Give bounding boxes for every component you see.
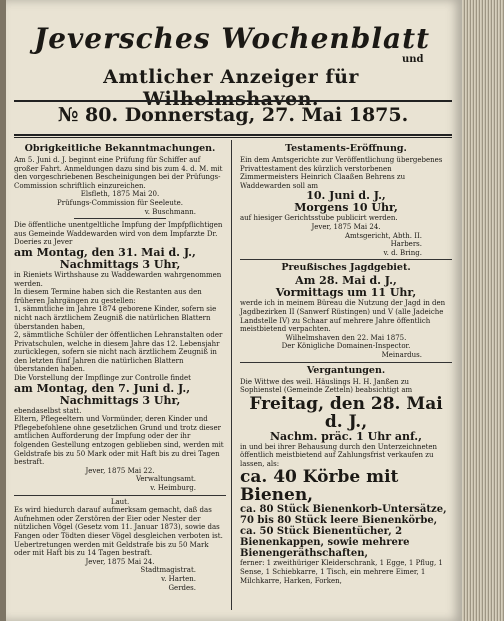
left-p3-place: Jever, 1875 Mai 24. xyxy=(85,557,155,566)
right-p3-date: Freitag, den 28. Mai d. J., xyxy=(249,393,443,432)
left-p1-place: Elsfleth, 1875 Mai 20. xyxy=(80,190,160,199)
left-column xyxy=(14,142,226,592)
left-p1-sig2: v. Buschmann. xyxy=(144,207,196,216)
masthead-subtitle: Amtlicher Anzeiger für Wilhelmshaven. xyxy=(103,66,359,110)
right-p3-c: ferner: 1 zweithüriger Kleiderschrank, 1 Egge, 1 Pflug, 1 Sense, 1 Schiebkarre, 1 Tisch, ein mehrere Eimer, 1 Milchkarre, Harken, Forken, xyxy=(240,559,443,585)
right-p2: werde ich in meinem Büreau die Nutzung der Jagd in den Jagdbezirken II (Sanwerf Rüstingen) und V (alle Jadeiche Landstelle IV) zu Schaar auf mehrere Jahre öffentlich meistbietend verpachten. xyxy=(240,299,446,334)
left-p2-date2: am Montag, den 7. Juni d. J., xyxy=(14,381,191,395)
left-p2-f: Eltern, Pflegeeltern und Vormünder, deren Kinder und Pflegebefohlene ohne gesetzlichen Grund und trotz dieser amtlichen Aufforderung der Impfung oder der ihr folgenden Gestellung entzogen geblieben sind, werden mit Geldstrafe bis zu 50 Mark oder mit Haft bis zu drei Tagen bestraft. xyxy=(14,415,224,467)
left-p2-time2: Nachmittags 3 Uhr, xyxy=(59,393,181,407)
dateline: № 80. Donnerstag, 27. Mai 1875. xyxy=(57,104,409,126)
separator xyxy=(240,362,452,363)
left-p2-sig2: v. Heimburg. xyxy=(150,484,196,492)
left-p1: Am 5. Juni d. J. beginnt eine Prüfung für Schiffer auf großer Fahrt. Anmeldungen dazu sind bis zum 4. d. M. mit den vorgeschriebenen Bescheinigungen bei der Prüfungs-Commission schriftlich einzureichen. xyxy=(14,156,223,190)
right-p2-sig1: Der Königliche Domainen-Inspector. xyxy=(281,342,411,351)
right-p2-date: Am 28. Mai d. J., xyxy=(295,274,397,288)
column-rule xyxy=(231,140,232,610)
left-p3-sig2: v. Harten. xyxy=(161,574,196,583)
right-p3: Die Wittwe des weil. Häuslings H. H. Janßen zu Sophienstel (Gemeinde Zetteln) beabsichtigt am xyxy=(240,377,413,395)
left-p3-head: Laut. xyxy=(110,497,130,506)
right-p1-sig2: Harbers. xyxy=(390,240,422,249)
left-p2-2: 2, sämmtliche Schüler der öffentlichen Lehranstalten oder Privatschulen, welche in diesem Jahre das 12. Lebensjahr zurücklegen, sofern sie nicht nach ärztlichem Zeugniß in den letzten fünf Jahren die natürlichen Blattern überstanden haben. xyxy=(14,331,223,374)
left-p1-sig1: Prüfungs-Commission für Seeleute. xyxy=(57,198,183,207)
rule-bottom xyxy=(14,134,452,136)
newspaper-page xyxy=(6,0,462,621)
right-p1-b: auf hiesiger Gerichtsstube publicirt werden. xyxy=(240,214,398,223)
left-p2-place: Jever, 1875 Mai 22. xyxy=(85,466,155,475)
separator xyxy=(14,495,226,496)
rule-bottom-thin xyxy=(14,137,452,138)
masthead-und: und xyxy=(402,54,424,65)
left-p2-1: 1, sämmtliche im Jahre 1874 geborene Kinder, sofern sie nicht nach ärztlichem Zeugniß die natürlichen Blattern überstanden haben, xyxy=(14,305,217,331)
right-p1: Ein dem Amtsgerichte zur Veröffentlichung übergebenes Privattestament des kürzlich verstorbenen Zimmermeisters Heinrich Claaßen Behrens zu Waddewarden soll am xyxy=(240,156,443,190)
left-p2-b: in Rieniets Wirthshause zu Waddewarden wahrgenommen werden. xyxy=(14,270,222,288)
masthead-title: Jeversches Wochenblatt xyxy=(33,22,431,55)
right-p1-place: Jever, 1875 Mai 24. xyxy=(311,222,381,231)
left-p2-time1: Nachmittags 3 Uhr, xyxy=(59,257,181,271)
left-heading: Obrigkeitliche Bekanntmachungen. xyxy=(24,143,216,154)
separator xyxy=(74,218,166,219)
right-p3-item2: ca. 80 Stück Bienenkorb-Untersätze, 70 bis 80 Stück leere Bienenkörbe, ca. 50 Stück Bienentücher, 2 Bienenkappen, sowie mehrere Bienengeräthschaften, xyxy=(240,504,447,560)
left-p2: Die öffentliche unentgeltliche Impfung der Impfpflichtigen aus Gemeinde Waddewarden wird von dem Impfarzte Dr. Doeries zu Jever xyxy=(14,221,223,247)
left-p2-date1: am Montag, den 31. Mai d. J., xyxy=(14,245,196,259)
right-p1-sig1: Amtsgericht, Abth. II. xyxy=(344,231,422,240)
right-heading3: Vergantungen. xyxy=(306,364,386,376)
left-p2-d: Die Vorstellung der Impflinge zur Controlle findet xyxy=(14,374,191,383)
right-heading: Testaments-Eröffnung. xyxy=(285,143,407,154)
left-p3-sig1: Stadtmagistrat. xyxy=(140,566,196,575)
left-p2-c: In diesem Termine haben sich die Restanten aus den früheren Jahrgängen zu gestellen: xyxy=(14,288,202,305)
right-heading2: Preußisches Jagdgebiet. xyxy=(281,262,411,274)
right-p3-time: Nachm. präc. 1 Uhr anf., xyxy=(270,429,422,443)
right-column xyxy=(240,142,452,585)
left-p2-e: ebendaselbst statt. xyxy=(14,406,82,415)
right-p1-sig3: v. d. Bring. xyxy=(383,248,422,257)
right-p2-place: Wilhelmshaven den 22. Mai 1875. xyxy=(285,333,407,342)
right-p2-time: Vormittags um 11 Uhr, xyxy=(275,286,417,300)
right-p3-item1: ca. 40 Körbe mit Bienen, xyxy=(240,467,399,506)
right-p1-date: 10. Juni d. J., xyxy=(306,189,386,203)
rule-top xyxy=(14,100,452,102)
right-p3-b: in und bei ihrer Behausung durch den Unterzeichneten öffentlich meistbietend auf Zahlungsfrist verkaufen zu lassen, als: xyxy=(240,442,438,468)
page-edges xyxy=(460,0,504,621)
left-p3: Es wird hiedurch darauf aufmerksam gemacht, daß das Aufnehmen oder Zerstören der Eier oder Nester der nützlichen Vögel (Gesetz vom 11. Januar 1873), sowie das Fangen oder Tödten dieser Vögel desgleichen verboten ist. Uebertretungen werden mit Geldstrafe bis zu 50 Mark oder mit Haft bis zu 14 Tagen bestraft. xyxy=(14,506,223,558)
left-p3-sig3: Gerdes. xyxy=(168,583,196,592)
right-p2-sig2: Meinardus. xyxy=(381,350,422,359)
separator xyxy=(240,259,452,260)
left-p2-sig1: Verwaltungsamt. xyxy=(135,475,196,484)
right-p1-time: Morgens 10 Uhr, xyxy=(294,201,398,215)
